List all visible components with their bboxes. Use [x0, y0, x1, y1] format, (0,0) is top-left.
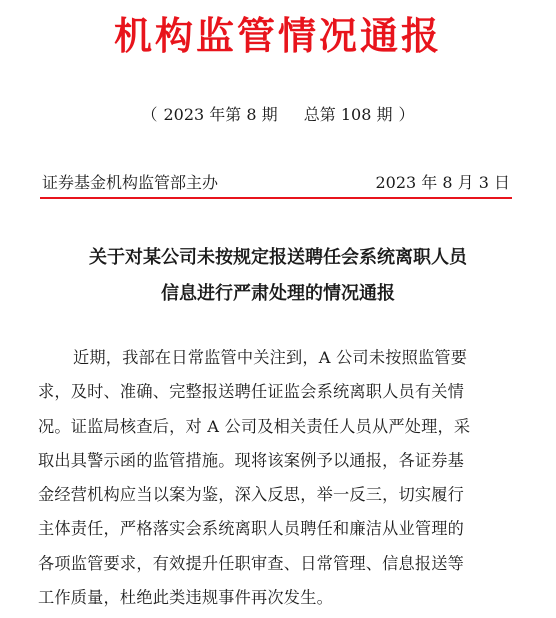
issue-date: 2023 年 8 月 3 日: [375, 173, 510, 192]
issue-open-paren: （: [141, 105, 158, 124]
issue-total-number: 总第 108 期: [303, 105, 393, 124]
body-line: 工作质量，杜绝此类违规事件再次发生。: [38, 588, 333, 608]
body-line: 主体责任，严格落实会系统离职人员聘任和廉洁从业管理的: [38, 519, 465, 539]
article-title: [0, 240, 556, 312]
issue-year-number: 2023 年第 8 期: [163, 105, 278, 124]
body-line: 取出具警示函的监管措施。现将该案例予以通报，各证券基: [38, 450, 465, 470]
article-body: [38, 341, 516, 615]
masthead-title: 机构监管情况通报: [113, 14, 442, 58]
body-line: 各项监管要求，有效提升任职审查、日常管理、信息报送等: [38, 553, 465, 573]
body-line: 近期，我部在日常监管中关注到，A 公司未按照监管要: [73, 348, 468, 367]
red-divider-rule: [40, 197, 512, 199]
body-line: 求，及时、准确、完整报送聘任证监会系统离职人员有关情: [38, 382, 465, 402]
body-line: 况。证监局核查后，对 A 公司及相关责任人员从严处理，采: [38, 416, 471, 436]
article-title-line: 关于对某公司未按规定报送聘任会系统离职人员: [89, 247, 467, 268]
organizer-label: 证券基金机构监管部主办: [42, 173, 219, 192]
body-line: 金经营机构应当以案为鉴，深入反思，举一反三，切实履行: [38, 485, 465, 505]
article-title-line: 信息进行严肃处理的情况通报: [161, 283, 395, 304]
issue-info: [0, 104, 556, 126]
issue-close-paren: ）: [398, 105, 415, 124]
